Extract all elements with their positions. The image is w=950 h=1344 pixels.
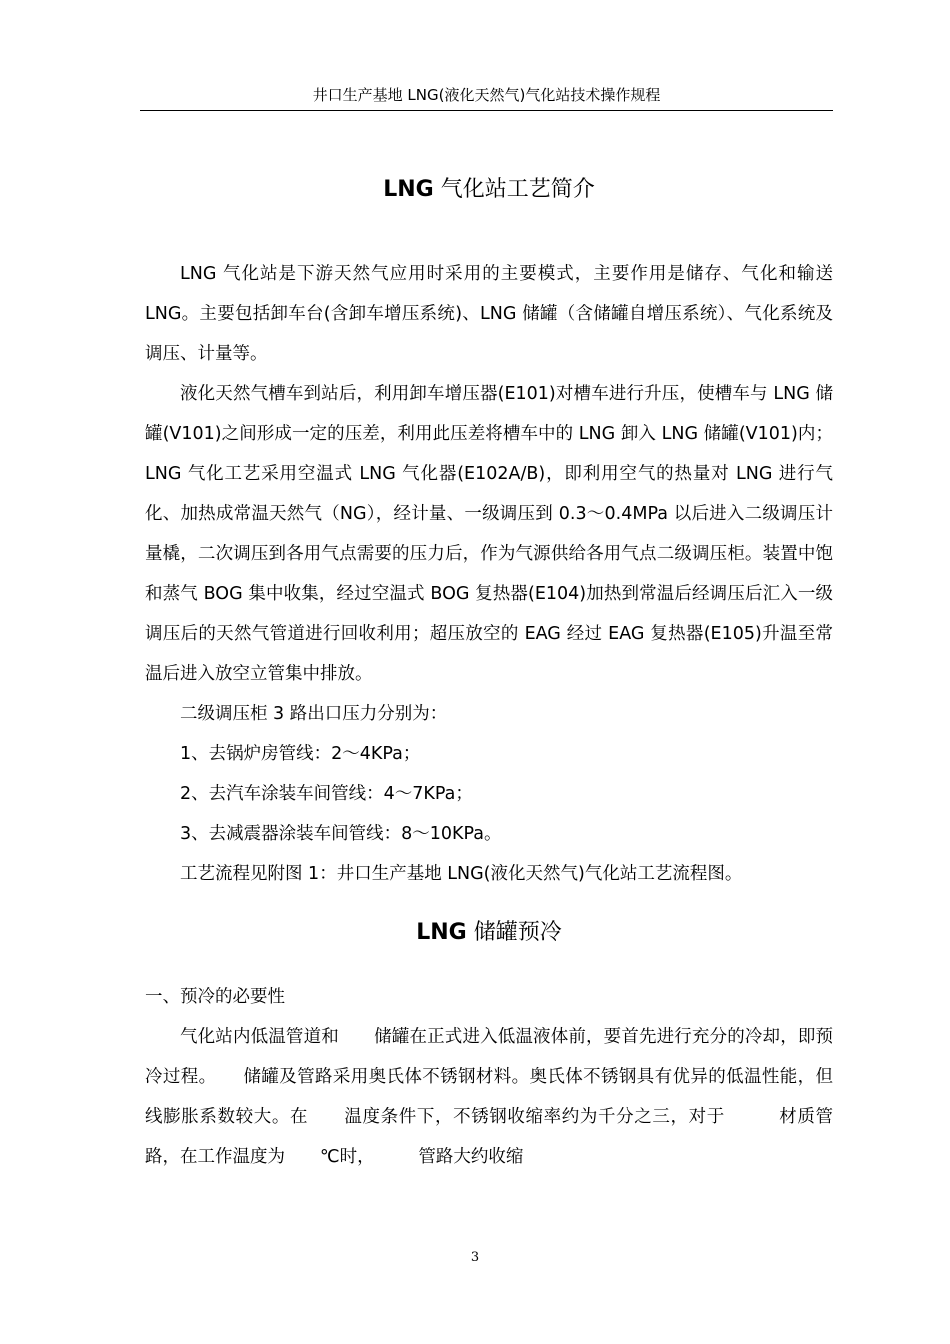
list-item: 3、去减震器涂装车间管线：8～10KPa。 xyxy=(180,824,502,844)
running-header: 井口生产基地 LNG(液化天然气)气化站技术操作规程 xyxy=(312,86,661,104)
paragraph: 气化站内低温管道和 储罐在正式进入低温液体前，要首先进行充分的冷却，即预冷过程。 储罐及管路采用奥氏体不锈钢材料。奥氏体不锈钢具有优异的低温性能，但线膨胀系数较大。在 温度条件下，不锈钢收缩率约为千分之三，对于 材质管路，在工作温度为 ℃时， 管路大约收缩 xyxy=(145,1027,833,1167)
section-title-rest: 储罐预冷 xyxy=(466,920,562,945)
section-title-process-intro xyxy=(145,170,833,210)
section-title-rest: 气化站工艺简介 xyxy=(433,177,595,202)
paragraph: LNG 气化站是下游天然气应用时采用的主要模式，主要作用是储存、气化和输送 LNG。主要包括卸车台(含卸车增压系统)、LNG 储罐（含储罐自增压系统）、气化系统及调压、计量等。 xyxy=(145,264,833,364)
section-title-bold: LNG xyxy=(416,920,467,945)
section-title-bold: LNG xyxy=(383,177,434,202)
section-title-precooling xyxy=(145,913,833,953)
paragraph: 工艺流程见附图 1：井口生产基地 LNG(液化天然气)气化站工艺流程图。 xyxy=(180,864,743,884)
paragraph: 二级调压柜 3 路出口压力分别为： xyxy=(180,704,448,724)
list-item: 1、去锅炉房管线：2～4KPa； xyxy=(180,744,421,764)
page-body xyxy=(145,170,833,1177)
list-item: 2、去汽车涂装车间管线：4～7KPa； xyxy=(180,784,473,804)
paragraph: 液化天然气槽车到站后，利用卸车增压器(E101)对槽车进行升压，使槽车与 LNG 储罐(V101)之间形成一定的压差，利用此压差将槽车中的 LNG 卸入 LNG 储罐(V101)内；LNG 气化工艺采用空温式 LNG 气化器(E102A/B)，即利用空气的热量对 LNG 进行气化、加热成常温天然气（NG），经计量、一级调压到 0.3～0.4MPa 以后进入二级调压计量橇，二次调压到各用气点需要的压力后，作为气源供给各用气点二级调压柜。装置中饱和蒸气 BOG 集中收集，经过空温式 BOG 复热器(E104)加热到常温后经调压后汇入一级调压后的天然气管道进行回收利用；超压放空的 EAG 经过 EAG 复热器(E105)升温至常温后进入放空立管集中排放。 xyxy=(145,384,833,684)
header-rule xyxy=(140,110,833,111)
section-body-process-intro xyxy=(145,254,833,894)
page-number: 3 xyxy=(470,1250,480,1265)
subheading: 一、预冷的必要性 xyxy=(145,987,285,1007)
